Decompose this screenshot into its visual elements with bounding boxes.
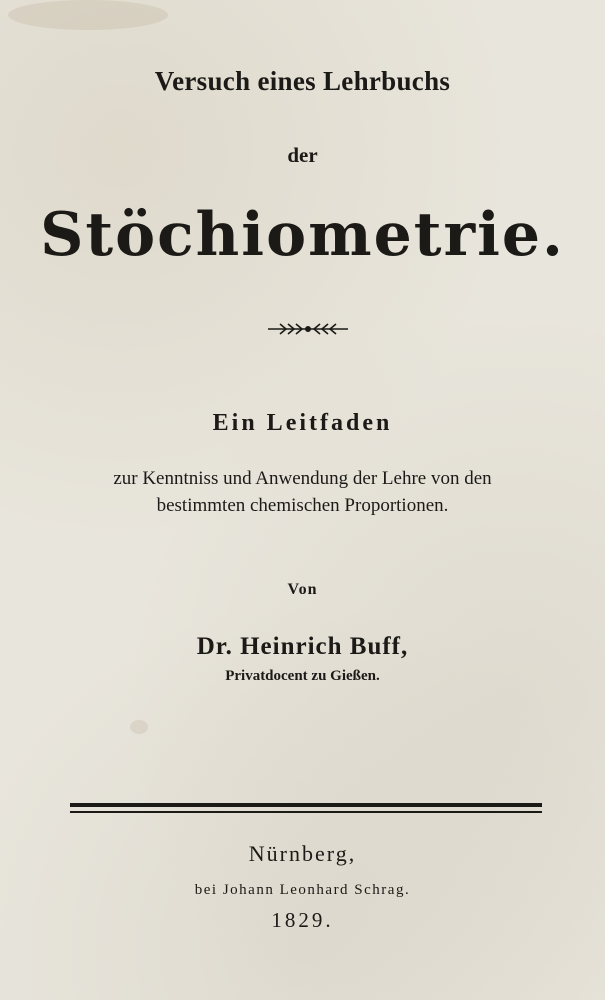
description-line-1: zur Kenntniss und Anwendung der Lehre von den bbox=[113, 468, 492, 489]
divider-thin bbox=[70, 811, 542, 813]
by-label: Von bbox=[287, 581, 318, 598]
ornament-icon bbox=[266, 321, 350, 337]
author-name: Dr. Heinrich Buff, bbox=[196, 633, 409, 660]
paper-stain bbox=[130, 720, 148, 734]
main-title: Stöchiometrie. bbox=[40, 200, 565, 270]
publication-city: Nürnberg, bbox=[248, 841, 357, 866]
publication-year: 1829. bbox=[271, 908, 334, 932]
title-article: der bbox=[287, 143, 318, 167]
description-line-2: bestimmten chemischen Proportionen. bbox=[156, 495, 449, 516]
subtitle: Ein Leitfaden bbox=[212, 410, 393, 436]
author-affiliation: Privatdocent zu Gießen. bbox=[225, 668, 380, 684]
divider-thick bbox=[70, 803, 542, 807]
pre-title: Versuch eines Lehrbuchs bbox=[154, 66, 451, 96]
paper-stain bbox=[8, 0, 168, 30]
publisher: bei Johann Leonhard Schrag. bbox=[194, 882, 411, 898]
